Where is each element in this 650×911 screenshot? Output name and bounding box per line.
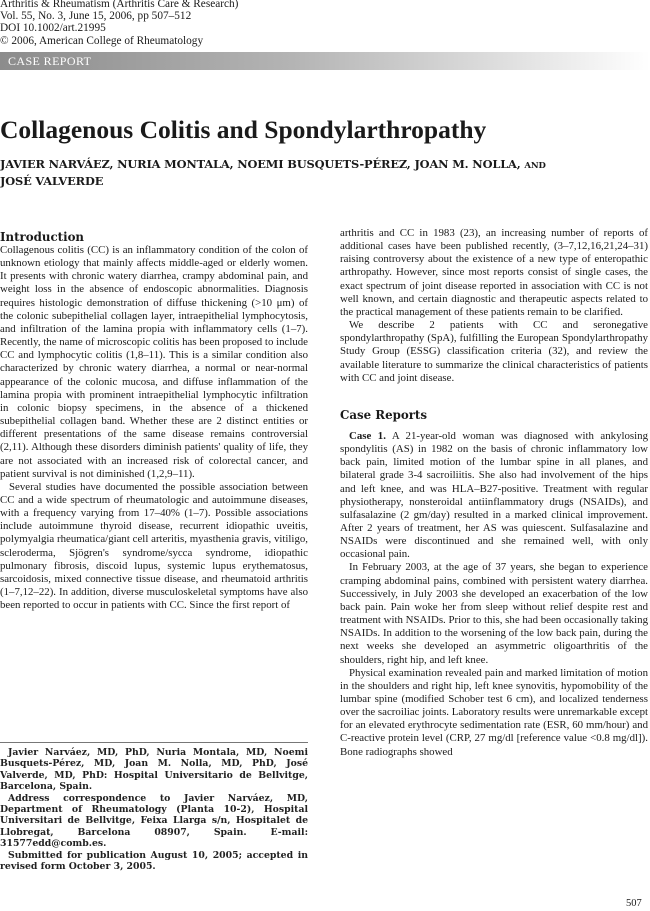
footnote-affiliation: Javier Narváez, MD, PhD, Nuria Montala, MD, Noemi Busquets-Pérez, MD, Joan M. Nolla, MD, PhD, José Valverde, MD, PhD: Hospital Universitario de Bellvitge, Barcelona, Spain.: [0, 747, 308, 793]
author-footnote: [0, 747, 308, 872]
author-list: [0, 157, 600, 188]
right-column: [340, 227, 648, 759]
left-column: [0, 230, 308, 612]
case-1-paragraph-3: Physical examination revealed pain and marked limitation of motion in the shoulders and right hip, left knee synovitis, hypomobility of the lumbar spine (modified Schober test 6 cm), and localized tenderness over the sacroiliac joints. Laboratory results were unremarkable except for an elevated erythrocyte sedimentation rate (ESR, 60 mm/hour) and C-reactive protein level (CRP, 27 mg/dl [reference value <0.8 mg/dl]). Bone radiographs showed: [340, 666, 649, 758]
article-title: Collagenous Colitis and Spondylarthropathy: [0, 115, 487, 144]
footnote-divider: [0, 742, 308, 743]
intro-paragraph-1: Collagenous colitis (CC) is an inflammatory condition of the colon of unknown etiology that mainly affects middle-aged or elderly women. It presents with chronic watery diarrhea, crampy abdominal pain, and weight loss in the absence of endoscopic abnormalities. Diagnosis requires histologic demonstration of diffuse thickening (>10 μm) of the colonic subepithelial collagen layer, intraepithelial lymphocytosis, and infiltration of the lamina propia with inflammatory cells (1–7). Recently, the name of microscopic colitis has been proposed to include CC and lymphocytic colitis (1,8–11). This is a similar condition also characterized by chronic watery diarrhea, a normal or near-normal appearance of the colonic mucosa, and diffuse inflammation of the lamina propia with prominent intraepithelial lymphocytic infiltration in colonic biopsy specimens, in the absence of a thickened subepithelial collagen band. Whether these are 2 distinct entities or different presentations of the same disease remains controversial (2,11). Although these disorders diminish patients' quality of life, they are not associated with an increased risk of colorectal cancer, and patient survival is not diminished (1,2,9–11).: [0, 244, 308, 480]
page-number: 507: [626, 898, 642, 909]
journal-volume: Vol. 55, No. 3, June 15, 2006, pp 507–512: [0, 10, 192, 23]
journal-doi: DOI 10.1002/art.21995: [0, 22, 106, 35]
author-line-2: JOSÉ VALVERDE: [0, 173, 104, 188]
intro-paragraph-2: Several studies have documented the possible association between CC and a wide spectrum of rheumatologic and autoimmune diseases, with a frequency varying from 17–40% (1–7). Possible associations include autoimmune thyroid disease, recurrent idiopathic uveitis, polymyalgia rheumatica/giant cell arteritis, myasthenia gravis, vitiligo, scleroderma, Sjögren's syndrome/sycca syndrome, idiopathic pulmonary fibrosis, discoid lupus, systemic lupus erythematosus, sarcoidosis, mixed connective tissue disease, and rheumatoid arthritis (1–7,12–22). In addition, diverse musculoskeletal symptoms have also been reported to occur in patients with CC. Since the first report of: [0, 480, 308, 612]
intro-paragraph-3: arthritis and CC in 1983 (23), an increasing number of reports of additional cases have been published recently, (3–7,12,16,21,24–31) raising controversy about the existence of a new type of enteropathic arthropathy. However, since most reports consist of single cases, the exact spectrum of joint disease reported in association with CC is not well known, and certain diagnostic and therapeutic aspects related to the practical management of these patients remain to be clarified.: [340, 227, 648, 318]
section-banner: [0, 52, 650, 70]
case-1-label: Case 1.: [349, 429, 386, 442]
case-1-text: A 21-year-old woman was diagnosed with ankylosing spondylitis (AS) in 1982 on the basis of chronic inflammatory low back pain, limited motion of the lumbar spine in all planes, and bilateral grade 3-4 sacroiliitis. She also had involvement of the hips and left knee, and was HLA–B27-positive. Treatment with regular physiotherapy, nonsteroidal antiinflammatory drugs (NSAIDs), and sulfasalazine (2 gm/day) resulted in a marked clinical improvement. After 2 years of treatment, her AS was quiescent. Sulfasalazine and NSAIDs were discontinued and she remained well, with only occasional pain.: [340, 429, 648, 561]
journal-meta: [0, 0, 400, 47]
footnote-submission: Submitted for publication August 10, 2005; accepted in revised form October 3, 2005.: [0, 849, 308, 873]
case-1-paragraph-1: [340, 430, 648, 562]
intro-paragraph-4: We describe 2 patients with CC and seronegative spondylarthropathy (SpA), fulfilling the European Spondylarthropathy Study Group (ESSG) classification criteria (32), and review the available literature to summarize the clinical characteristics of patients with CC and joint disease.: [340, 319, 648, 384]
journal-name: Arthritis & Rheumatism (Arthritis Care & Research): [0, 0, 239, 10]
case-reports-heading: Case Reports: [340, 407, 428, 422]
section-label: CASE REPORT: [8, 54, 92, 68]
footnote-correspondence: Address correspondence to Javier Narváez, MD, Department of Rheumatology (Planta 10-2), Hospital Universitari de Bellvitge, Feixa Llarga s/n, Hospitalet de Llobregat, Barcelona 08907, Spain. E-mail: 31577edd@comb.es.: [0, 792, 308, 850]
journal-copyright: © 2006, American College of Rheumatology: [0, 34, 204, 47]
introduction-heading: Introduction: [0, 230, 85, 244]
author-and: AND: [524, 161, 546, 171]
case-1-paragraph-2: In February 2003, at the age of 37 years, she began to experience cramping abdominal pains, combined with persistent watery diarrhea. Successively, in July 2003 she developed an exacerbation of the low back pain. Pain woke her from sleep without relief despite rest and treatment with NSAIDs. Prior to this, she had been occasionally taking NSAIDs. In addition to the worsening of the low back pain, during the next weeks she developed an asymmetric oligoarthritis of the shoulders, right hip, and left knee.: [340, 561, 648, 666]
author-line-1: JAVIER NARVÁEZ, NURIA MONTALA, NOEMI BUSQUETS-PÉREZ, JOAN M. NOLLA,: [0, 157, 521, 171]
